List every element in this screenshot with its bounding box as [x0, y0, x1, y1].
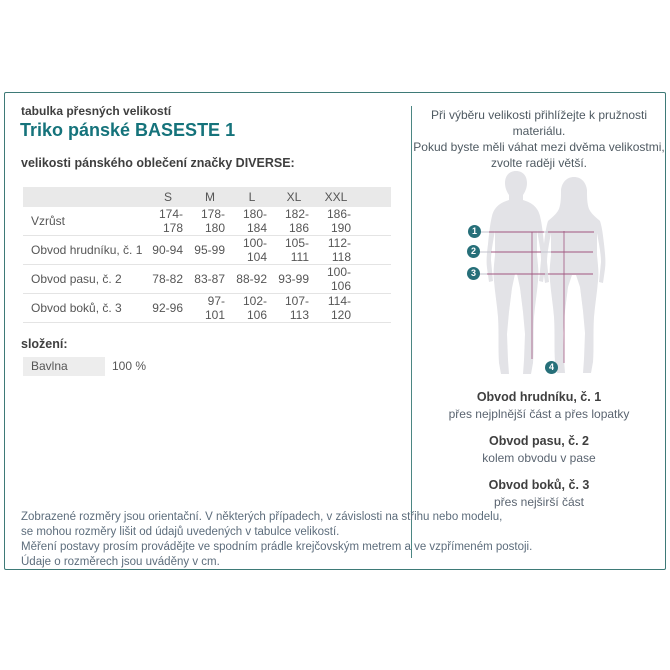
size-header: XL: [273, 187, 315, 207]
size-cell: 178-180: [189, 207, 231, 236]
row-label: Obvod hrudníku, č. 1: [23, 236, 147, 265]
size-cell: 90-94: [147, 236, 189, 265]
advice-line: zvolte raději větší.: [490, 156, 588, 170]
size-cell: 93-99: [273, 265, 315, 294]
row-label: Obvod pasu, č. 2: [23, 265, 147, 294]
size-chart-frame: [4, 92, 666, 570]
size-cell: 107-113: [273, 294, 315, 323]
size-advice-text: [411, 107, 667, 171]
size-cell: 114-120: [315, 294, 357, 323]
size-cell: 186-190: [315, 207, 357, 236]
female-silhouette-icon: [543, 177, 606, 373]
marker-1-icon: 1: [468, 225, 481, 238]
size-cell: 105-111: [273, 236, 315, 265]
marker-3-icon: 3: [467, 267, 480, 280]
male-silhouette-icon: [487, 171, 546, 374]
size-cell: 83-87: [189, 265, 231, 294]
disclaimer: [21, 510, 532, 570]
measure-desc: přes nejplnější část a přes lopatky: [448, 407, 630, 421]
composition-material: Bavlna: [23, 357, 105, 376]
table-row-height: [23, 207, 391, 236]
advice-line: Pokud byste měli váhat mezi dvěma velikostmi,: [413, 140, 665, 154]
size-header-spacer: [357, 187, 391, 207]
measure-descriptions: [411, 390, 667, 509]
measure-name: Obvod boků, č. 3: [488, 478, 590, 492]
marker-2-icon: 2: [467, 245, 480, 258]
disclaimer-line: Údaje o rozměrech jsou uváděny v cm.: [21, 556, 220, 568]
disclaimer-line: Zobrazené rozměry jsou orientační. V některých případech, v závislosti na střihu nebo modelu,: [21, 511, 503, 523]
product-title: Triko pánské BASESTE 1: [20, 120, 236, 140]
size-cell: 174-178: [147, 207, 189, 236]
size-header-empty: [23, 187, 147, 207]
size-header: L: [231, 187, 273, 207]
size-cell: 92-96: [147, 294, 189, 323]
table-eyebrow: tabulka přesných velikostí: [21, 104, 172, 118]
size-cell: 95-99: [189, 236, 231, 265]
marker-4-icon: 4: [545, 361, 558, 374]
size-cell: 180-184: [231, 207, 273, 236]
size-cell: 100-106: [315, 265, 357, 294]
table-row-hips: [23, 294, 391, 323]
table-row-chest: [23, 236, 391, 265]
size-header: M: [189, 187, 231, 207]
size-cell: 182-186: [273, 207, 315, 236]
brand-subtitle: velikosti pánského oblečení značky DIVERSE:: [21, 156, 295, 170]
size-cell: 102-106: [231, 294, 273, 323]
size-cell: 112-118: [315, 236, 357, 265]
advice-line: Při výběru velikosti přihlížejte k pružnosti materiálu.: [430, 108, 648, 138]
measure-name: Obvod hrudníku, č. 1: [476, 390, 602, 404]
composition-heading: složení:: [21, 337, 68, 351]
size-header: XXL: [315, 187, 357, 207]
row-label: Obvod boků, č. 3: [23, 294, 147, 323]
measure-name: Obvod pasu, č. 2: [488, 434, 590, 448]
size-cell: 88-92: [231, 265, 273, 294]
disclaimer-line: se mohou rozměry lišit od údajů uvedených v tabulce velikostí.: [21, 526, 340, 538]
size-cell: 78-82: [147, 265, 189, 294]
row-label: Vzrůst: [23, 207, 147, 236]
size-cell: 97-101: [189, 294, 231, 323]
size-table-header-row: [23, 187, 391, 207]
disclaimer-line: Měření postavy prosím provádějte ve spodním prádle krejčovským metrem a ve vzpřímeném postoji.: [21, 541, 533, 553]
table-row-waist: [23, 265, 391, 294]
composition-percent: 100 %: [112, 359, 147, 373]
size-header: S: [147, 187, 189, 207]
measure-desc: kolem obvodu v pase: [482, 451, 596, 465]
measure-desc: přes nejširší část: [493, 495, 585, 509]
size-cell: 100-104: [231, 236, 273, 265]
size-table: [23, 187, 391, 323]
